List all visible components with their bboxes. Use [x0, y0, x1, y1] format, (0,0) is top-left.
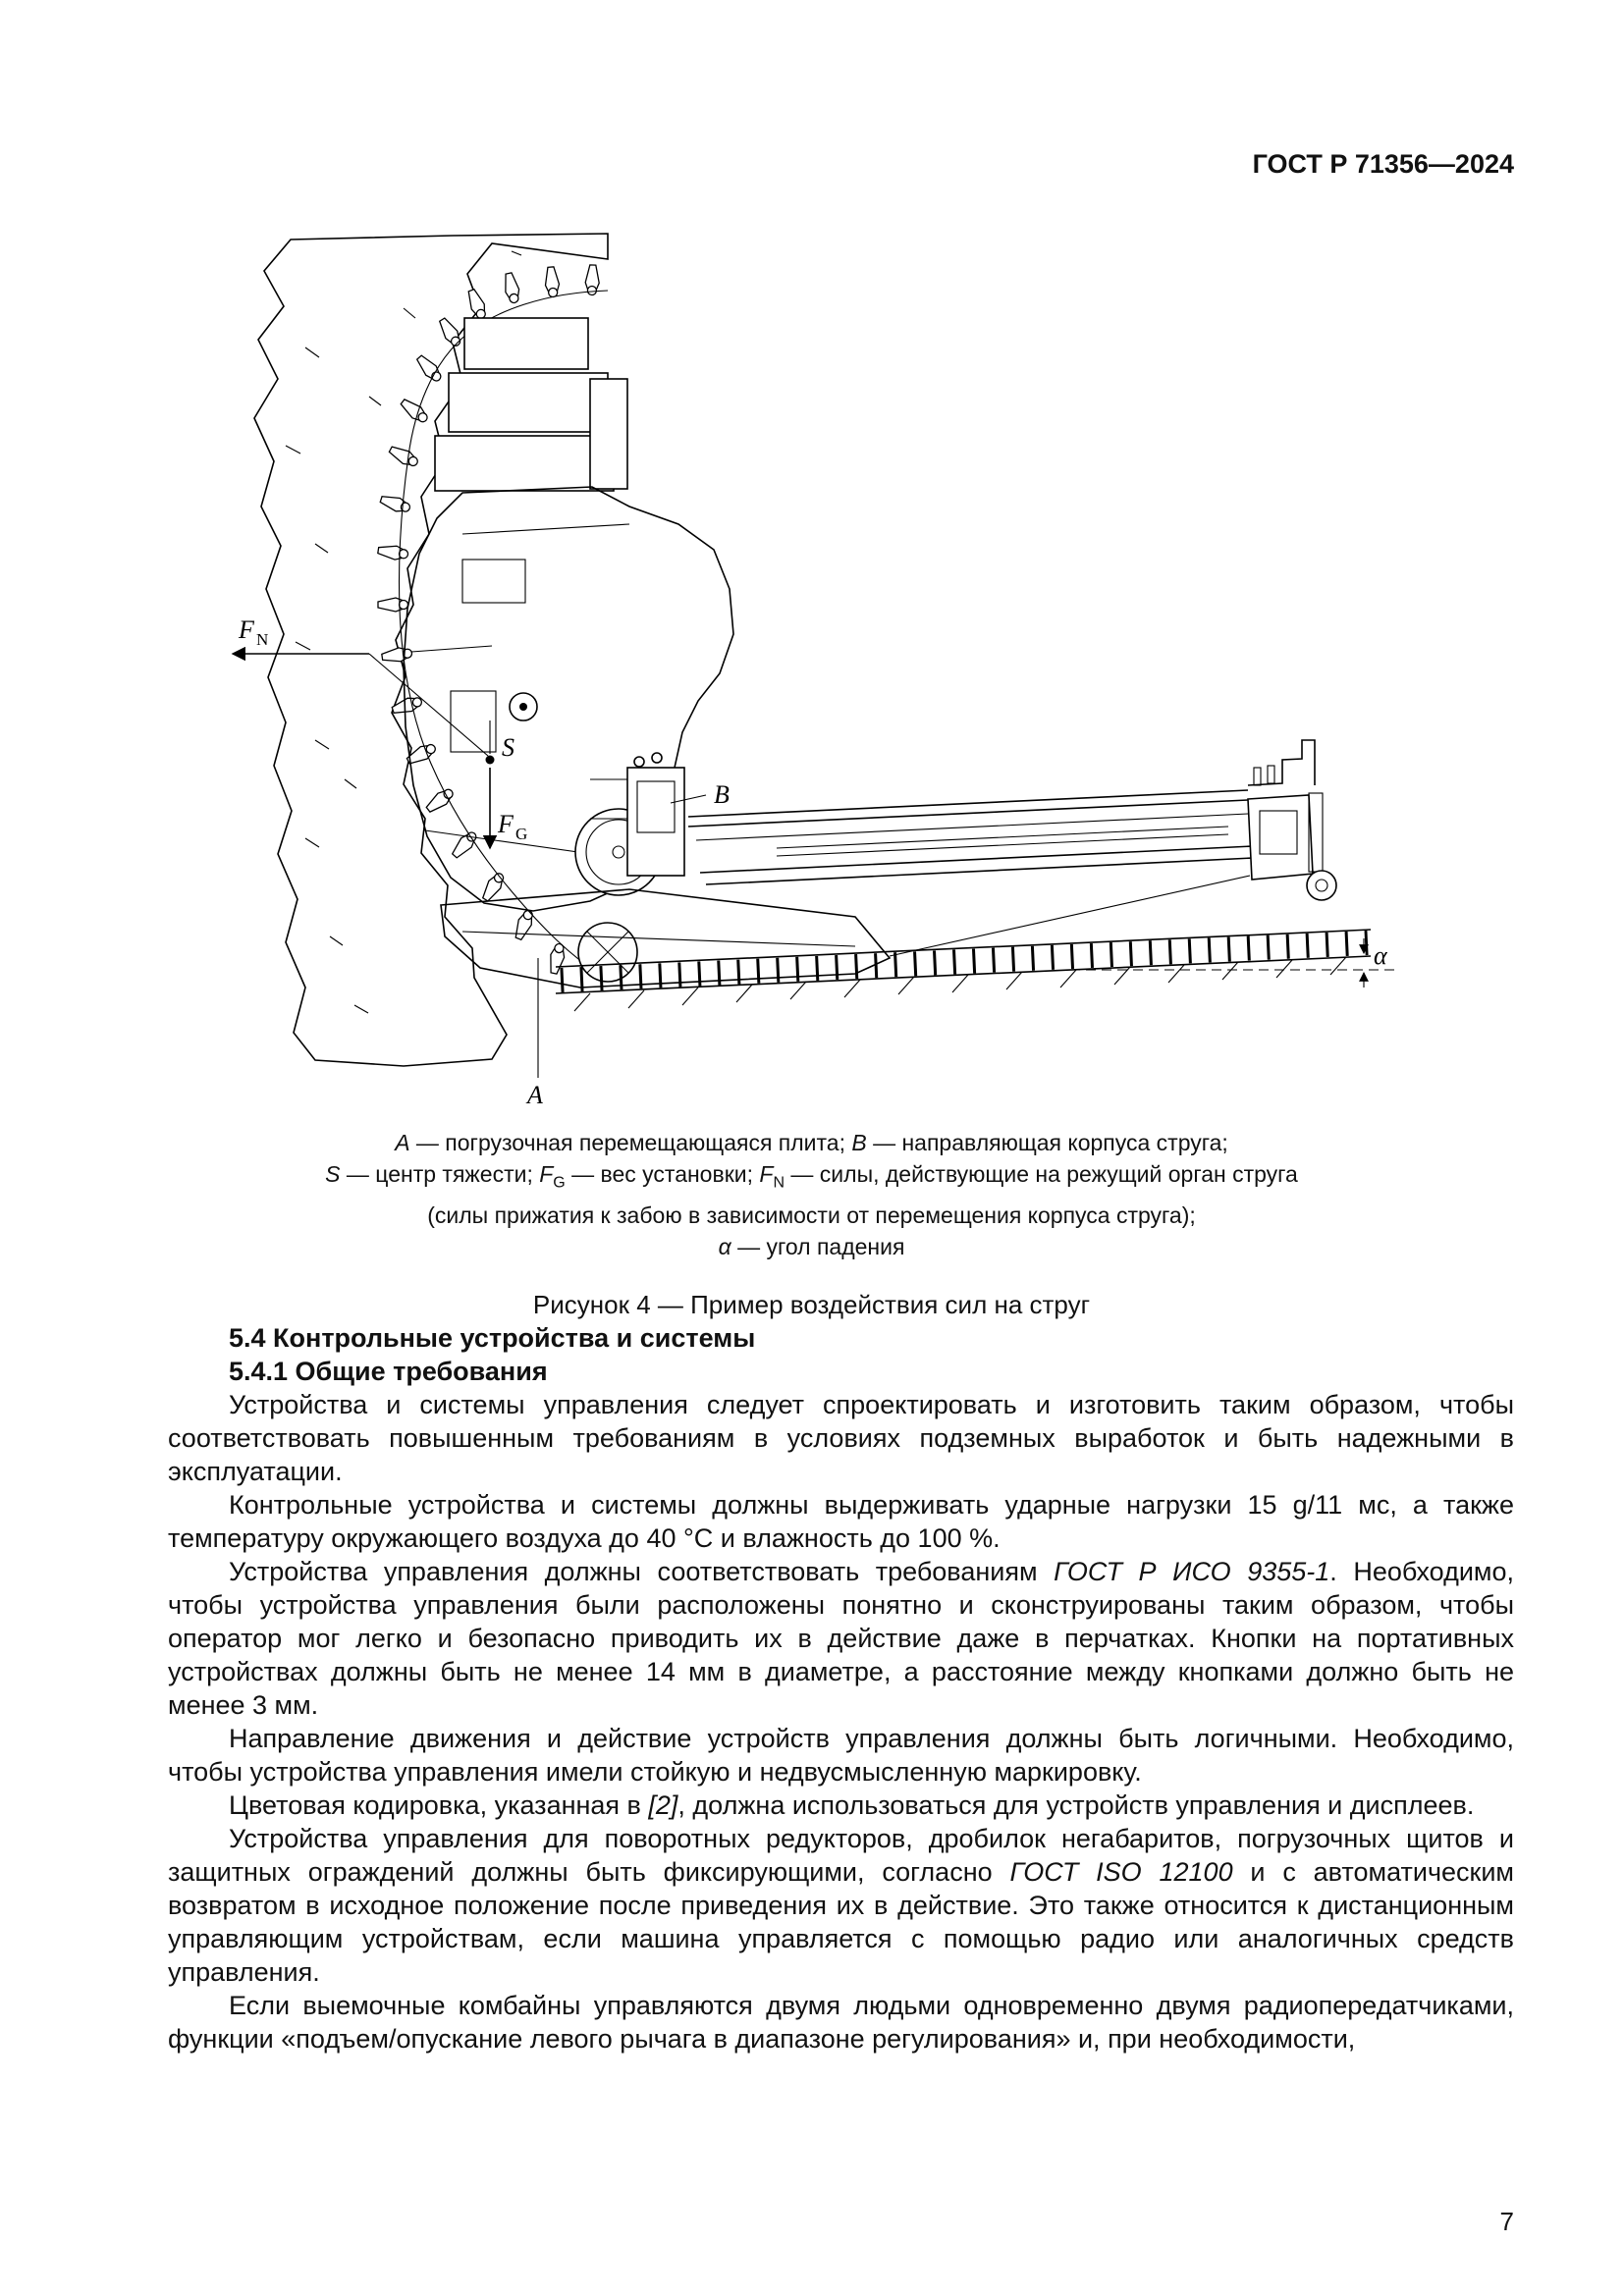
center-of-gravity-point	[486, 756, 495, 765]
paragraph-1: Устройства и системы управления следует спроектировать и изготовить таким образом, чтобы соответствовать повышенным требованиям в условиях подземных выработок и быть надежными в эксплуатации.	[168, 1389, 1514, 1486]
paragraph-2: Контрольные устройства и системы должны выдерживать ударные нагрузки 15 g/11 мс, а также температуру окружающего воздуха до 40 °С и влажность до 100 %.	[168, 1489, 1514, 1553]
alpha-label: α	[1374, 941, 1387, 970]
guide-label: B	[714, 780, 730, 809]
section-5-4	[168, 1321, 1514, 2056]
chain-wheel	[578, 923, 637, 982]
paragraph-5: Цветовая кодировка, указанная в [2], должна использоваться для устройств управления и дисплеев.	[229, 1789, 1475, 1820]
plow-force-diagram	[168, 230, 1405, 1113]
cog-label: S	[502, 733, 514, 762]
force-g-arrow	[486, 721, 528, 848]
figure-4	[168, 230, 1514, 1113]
paragraph-4: Направление движения и действие устройств управления должны быть логичными. Необходимо, чтобы устройства управления имели стойкую и недвусмысленную маркировку.	[168, 1723, 1514, 1787]
caption-line-4: α — угол падения	[718, 1233, 905, 1259]
force-n-label: F	[239, 615, 254, 644]
plow-body	[399, 291, 733, 982]
conveyor-beam	[688, 790, 1253, 884]
force-g-label: F	[498, 810, 514, 838]
document-designation: ГОСТ Р 71356—2024	[1252, 149, 1514, 179]
paragraph-3: Устройства управления должны соответствовать требованиям ГОСТ Р ИСО 9355-1. Необходимо, чтобы устройства управления были расположены понятно и сконструированы таким образом, чтобы оператор мог легко и безопасно приводить их в действие даже в перчатках. Кнопки на портативных устройствах должны быть не менее 14 мм в диаметре, а расстояние между кнопками должно быть не менее 3 мм.	[168, 1556, 1514, 1720]
end-bracket	[1248, 740, 1336, 900]
paragraph-6: Устройства управления для поворотных редукторов, дробилок негабаритов, погрузочных щитов и защитных ограждений должны быть фиксирующими, согласно ГОСТ ISO 12100 и с автоматическим возвратом в исходное положение после приведения их в действие. Это также относится к дистанционным управляющим устройствам, если машина управляется с помощью радио или аналогичных средств управления.	[168, 1823, 1514, 1987]
plate-label: A	[527, 1081, 543, 1109]
svg-text:N: N	[256, 630, 269, 649]
caption-line-3: (силы прижатия к забою в зависимости от перемещения корпуса струга);	[427, 1201, 1196, 1228]
heading-5-4: 5.4 Контрольные устройства и системы	[229, 1322, 756, 1353]
svg-text:G: G	[515, 825, 528, 843]
plate-callout	[525, 958, 543, 1109]
caption-line-2: S — центр тяжести; $F_G$ — вес установки; $F_N$ — силы, действующие на режущий орган струга	[325, 1161, 1298, 1192]
figure-title: Рисунок 4 — Пример воздействия сил на струг	[532, 1289, 1091, 1319]
page-number: 7	[1499, 2207, 1514, 2236]
heading-5-4-1: 5.4.1 Общие требования	[229, 1356, 548, 1386]
figure-caption	[109, 1127, 1514, 1262]
caption-line-1: А — погрузочная перемещающаяся плита; В — направляющая корпуса струга;	[395, 1130, 1228, 1155]
paragraph-7: Если выемочные комбайны управляются двумя людьми одновременно двумя радиопередатчиками, функции «подъем/опускание левого рычага в диапазоне регулирования» и, при необходимости,	[168, 1990, 1514, 2054]
